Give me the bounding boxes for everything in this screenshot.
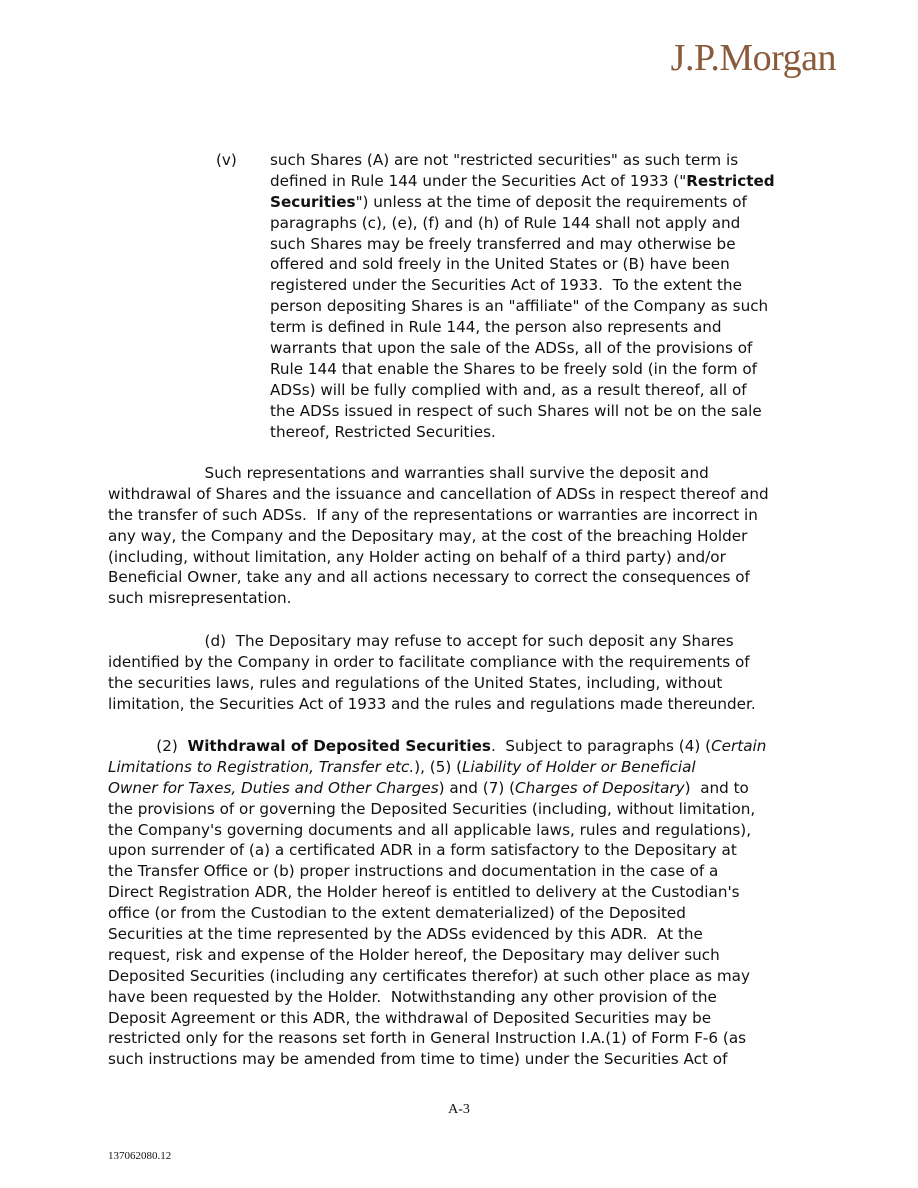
text-line: such misrepresentation. — [108, 589, 292, 608]
text-line: the provisions of or governing the Deposited Securities (including, without limitation, — [108, 799, 756, 818]
italic-reference: Limitations to Registration, Transfer etc. — [108, 757, 415, 776]
bold-term: Withdrawal of Deposited Securities — [187, 737, 491, 755]
text-line: upon surrender of (a) a certificated ADR in a form satisfactory to the Depositary at — [108, 841, 737, 860]
text-line: Securities") unless at the time of deposit the requirements of — [270, 192, 747, 211]
representations-paragraph — [108, 463, 813, 609]
text-line: limitation, the Securities Act of 1933 and the rules and regulations made thereunder. — [108, 694, 756, 713]
text-line: thereof, Restricted Securities. — [270, 422, 496, 441]
text-line: any way, the Company and the Depositary may, at the cost of the breaching Holder — [108, 526, 748, 545]
text-line: the Transfer Office or (b) proper instructions and documentation in the case of a — [108, 862, 719, 881]
text-line: (2) Withdrawal of Deposited Securities. Subject to paragraphs (4) (Certain — [108, 737, 767, 755]
text-line: Owner for Taxes, Duties and Other Charges) and (7) (Charges of Depositary) and to — [108, 778, 749, 797]
text-line: identified by the Company in order to facilitate compliance with the requirements of — [108, 652, 750, 671]
item-v-label: (v) — [216, 151, 237, 169]
text-line: have been requested by the Holder. Notwithstanding any other provision of the — [108, 987, 717, 1006]
text-line: offered and sold freely in the United States or (B) have been — [270, 255, 730, 274]
italic-reference: Certain — [711, 737, 767, 755]
text-line: such Shares (A) are not "restricted securities" as such term is — [270, 151, 739, 169]
text-line: Rule 144 that enable the Shares to be freely sold (in the form of — [270, 359, 757, 378]
page-number: A-3 — [448, 1102, 470, 1117]
text-line: restricted only for the reasons set forth in General Instruction I.A.(1) of Form F-6 (as — [108, 1029, 747, 1048]
italic-reference: Owner for Taxes, Duties and Other Charges — [108, 778, 439, 797]
text-line: paragraphs (c), (e), (f) and (h) of Rule 144 shall not apply and — [270, 213, 741, 232]
paragraph-d — [108, 631, 813, 715]
text-line: Deposited Securities (including any certificates therefor) at such other place as may — [108, 966, 750, 985]
text-line: the transfer of such ADSs. If any of the representations or warranties are incorrect in — [108, 505, 758, 524]
jpmorgan-logo: J.P.Morgan — [670, 37, 836, 79]
text-line: such Shares may be freely transferred and may otherwise be — [270, 234, 736, 253]
text-line: term is defined in Rule 144, the person also represents and — [270, 318, 722, 337]
text-line: the ADSs issued in respect of such Shares will not be on the sale — [270, 401, 762, 420]
text-line: the Company's governing documents and all applicable laws, rules and regulations), — [108, 820, 752, 839]
text-line: the securities laws, rules and regulations of the United States, including, without — [108, 673, 723, 692]
bold-term: Restricted — [686, 171, 775, 190]
text-line: such instructions may be amended from time to time) under the Securities Act of — [108, 1050, 728, 1069]
text-line: office (or from the Custodian to the extent dematerialized) of the Deposited — [108, 904, 686, 923]
text-line: Securities at the time represented by the ADSs evidenced by this ADR. At the — [108, 925, 703, 944]
text-line: (including, without limitation, any Holder acting on behalf of a third party) and/or — [108, 547, 726, 566]
item-v-text — [270, 150, 815, 442]
text-line: withdrawal of Shares and the issuance and cancellation of ADSs in respect thereof and — [108, 484, 769, 503]
withdrawal-paragraph — [108, 736, 813, 1070]
text-line: defined in Rule 144 under the Securities Act of 1933 ("Restricted — [270, 171, 775, 190]
text-line: person depositing Shares is an "affiliate" of the Company as such — [270, 297, 769, 316]
text-line: warrants that upon the sale of the ADSs, all of the provisions of — [270, 339, 753, 358]
text-line: Deposit Agreement or this ADR, the withdrawal of Deposited Securities may be — [108, 1008, 712, 1027]
italic-reference: Charges of Depositary — [515, 778, 685, 797]
italic-reference: Liability of Holder or Beneficial — [462, 757, 696, 776]
document-id: 137062080.12 — [108, 1150, 172, 1162]
text-line: Direct Registration ADR, the Holder hereof is entitled to delivery at the Custodian's — [108, 883, 740, 902]
text-line: Beneficial Owner, take any and all actions necessary to correct the consequences of — [108, 568, 750, 587]
text-line: ADSs) will be fully complied with and, as a result thereof, all of — [270, 380, 747, 399]
bold-term: Securities — [270, 192, 356, 211]
text-line: (d) The Depositary may refuse to accept for such deposit any Shares — [108, 632, 734, 650]
text-line: Such representations and warranties shall survive the deposit and — [108, 464, 709, 482]
text-line: registered under the Securities Act of 1933. To the extent the — [270, 276, 742, 295]
text-line: request, risk and expense of the Holder hereof, the Depositary may deliver such — [108, 945, 720, 964]
text-line: Limitations to Registration, Transfer etc.), (5) (Liability of Holder or Beneficial — [108, 757, 696, 776]
